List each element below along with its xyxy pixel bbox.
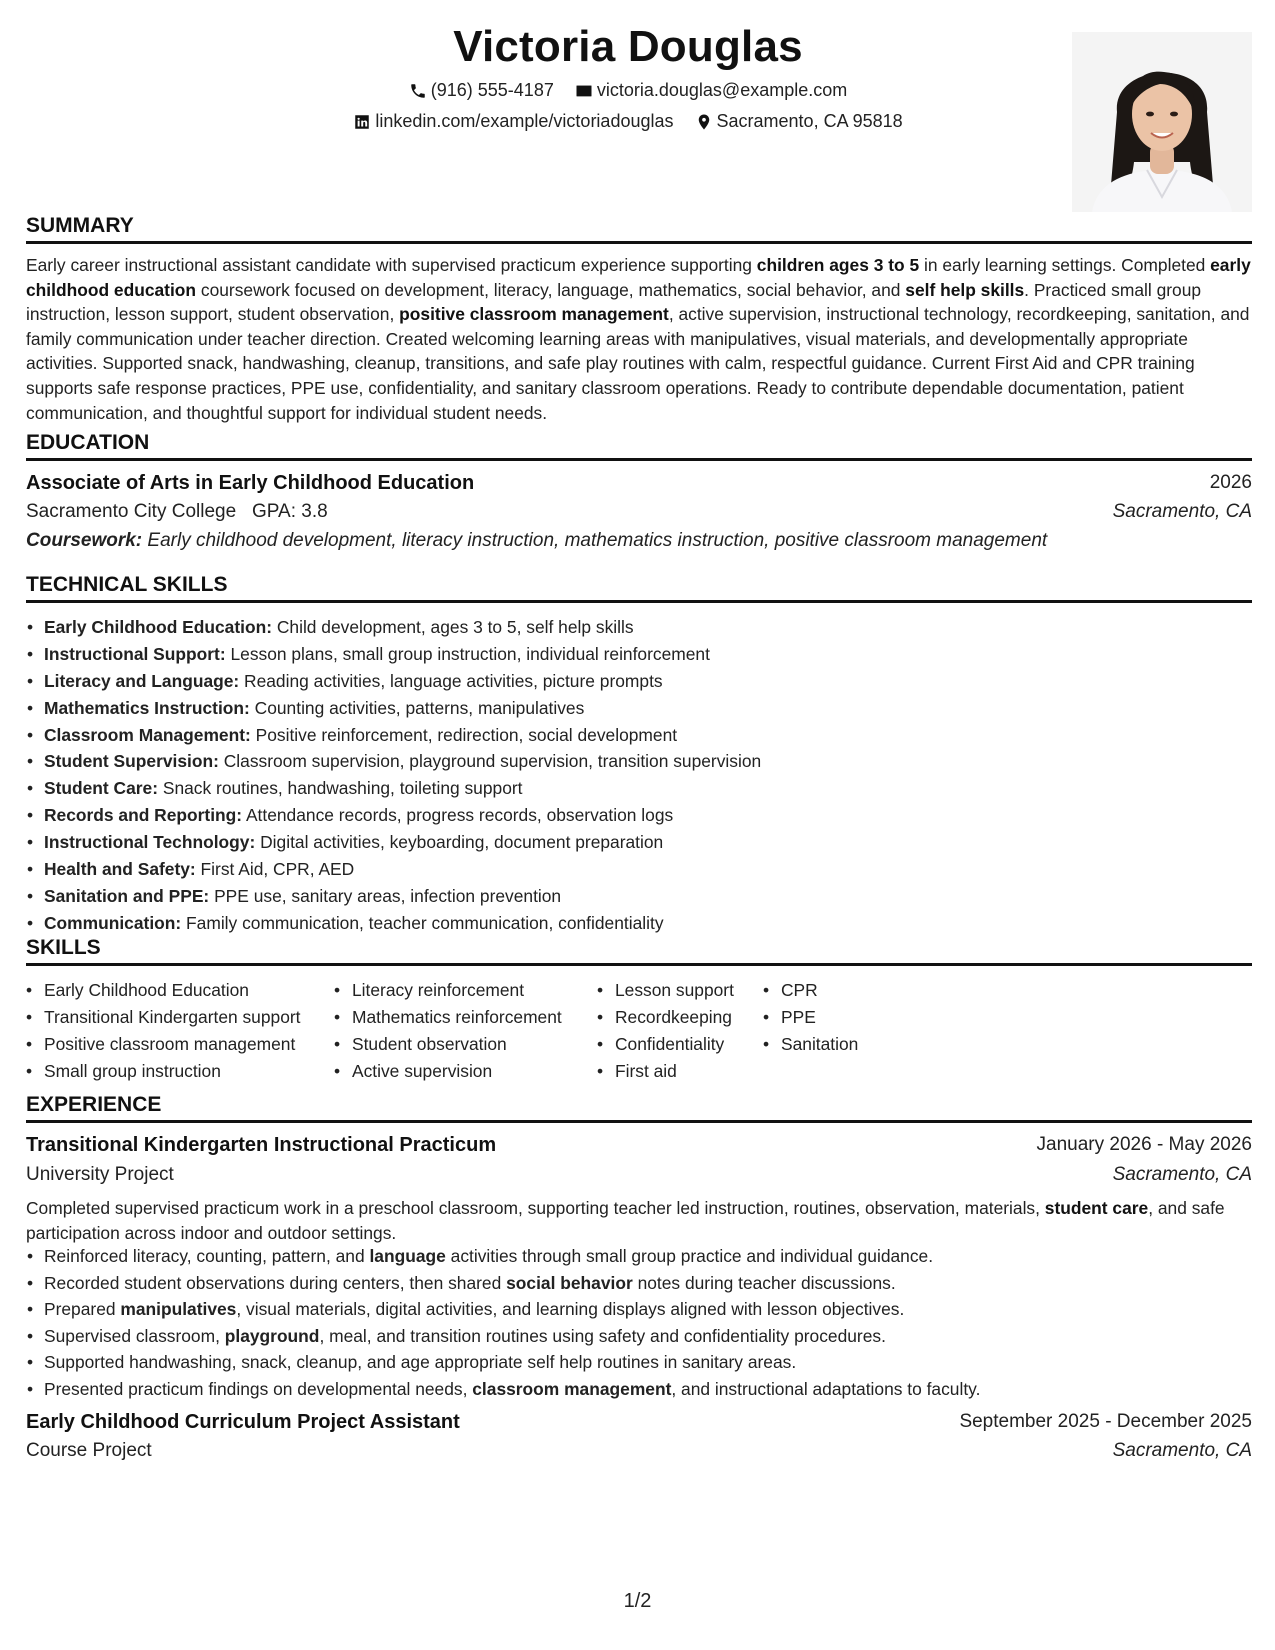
technical-skill-item xyxy=(44,695,1244,722)
skills-grid xyxy=(26,977,1252,1087)
technical-skill-value: Lesson plans, small group instruction, individual reinforcement xyxy=(225,643,710,664)
technical-skill-value: Snack routines, handwashing, toileting support xyxy=(158,778,523,799)
experience-bullet-emphasis: social behavior xyxy=(506,1272,633,1293)
technical-skills-list xyxy=(44,614,1244,937)
coursework-label: Coursework: xyxy=(26,530,143,551)
technical-skill-label: Instructional Technology: xyxy=(44,832,256,853)
technical-skill-label: Health and Safety: xyxy=(44,859,196,880)
education-school: Sacramento City College xyxy=(26,501,237,522)
experience-bullet-text: Supported handwashing, snack, cleanup, and age appropriate self help routines in sanitary areas. xyxy=(44,1352,797,1373)
experience-bullet-text: , meal, and transition routines using safety and confidentiality procedures. xyxy=(319,1325,886,1346)
experience-heading: EXPERIENCE xyxy=(26,1093,1252,1123)
technical-skill-label: Mathematics Instruction: xyxy=(44,697,250,718)
summary-heading: SUMMARY xyxy=(26,214,1252,244)
technical-skill-label: Literacy and Language: xyxy=(44,670,240,691)
skill-item: • Small group instruction xyxy=(26,1058,301,1085)
email-text[interactable]: victoria.douglas@example.com xyxy=(596,80,848,100)
experience-bullet-text: Recorded student observations during centers, then shared xyxy=(44,1272,507,1293)
summary-text xyxy=(26,253,1252,425)
education-location: Sacramento, CA xyxy=(1112,501,1252,522)
resume-header xyxy=(26,22,1252,218)
map-pin-icon xyxy=(695,113,713,131)
experience-2-dates: September 2025 - December 2025 xyxy=(959,1411,1252,1432)
experience-bullet-emphasis: language xyxy=(369,1246,446,1266)
experience-bullet-emphasis: playground xyxy=(224,1325,320,1346)
experience-1-description-text: , and safe participation across indoor and outdoor settings. xyxy=(26,1198,1225,1243)
experience-2-org: Course Project xyxy=(26,1440,152,1461)
skill-item: • Mathematics reinforcement xyxy=(334,1004,562,1031)
phone-text: (916) 555-4187 xyxy=(430,80,554,100)
summary-emphasis: early childhood education xyxy=(26,255,1251,300)
skills-column xyxy=(763,977,858,1058)
experience-bullet-text: notes during teacher discussions. xyxy=(632,1272,896,1293)
technical-skill-label: Sanitation and PPE: xyxy=(44,885,210,906)
summary-text: . Practiced small group instruction, lesson support, student observation, xyxy=(26,279,1202,325)
technical-skill-item xyxy=(44,802,1244,829)
candidate-name: Victoria Douglas xyxy=(453,22,803,71)
technical-skills-heading: TECHNICAL SKILLS xyxy=(26,573,1252,603)
experience-bullet-text: Reinforced literacy, counting, pattern, and xyxy=(44,1246,370,1266)
technical-skill-label: Communication: xyxy=(44,912,182,933)
linkedin-icon xyxy=(353,113,371,131)
summary-text: in early learning settings. Completed xyxy=(919,255,1211,275)
technical-skill-label: Student Supervision: xyxy=(44,751,219,772)
education-school-line xyxy=(26,501,328,523)
contact-linkedin[interactable] xyxy=(353,111,673,132)
technical-skill-label: Student Care: xyxy=(44,778,159,799)
experience-bullet-text: Supervised classroom, xyxy=(44,1325,225,1346)
experience-bullet xyxy=(44,1270,1244,1297)
summary-text: Early career instructional assistant candidate with supervised practicum experience supporting xyxy=(26,255,757,275)
technical-skill-value: Attendance records, progress records, observation logs xyxy=(242,805,674,826)
envelope-icon xyxy=(575,82,593,100)
skill-item: • Sanitation xyxy=(763,1031,858,1058)
education-coursework xyxy=(26,530,1047,552)
contact-row-1 xyxy=(26,80,1230,105)
experience-bullet xyxy=(44,1323,1244,1350)
skill-item: • Confidentiality xyxy=(597,1031,734,1058)
experience-bullet-emphasis: classroom management xyxy=(472,1378,672,1399)
technical-skill-label: Instructional Support: xyxy=(44,643,226,664)
technical-skill-item xyxy=(44,910,1244,937)
skill-item: • Early Childhood Education xyxy=(26,977,301,1004)
experience-bullet-text: , visual materials, digital activities, and learning displays aligned with lesson objectives. xyxy=(236,1299,905,1320)
experience-bullet xyxy=(44,1296,1244,1323)
technical-skill-item xyxy=(44,775,1244,802)
skill-item: • Active supervision xyxy=(334,1058,562,1085)
experience-bullet-text: , and instructional adaptations to faculty. xyxy=(671,1378,981,1399)
technical-skill-value: Positive reinforcement, redirection, social development xyxy=(250,724,678,745)
skills-column xyxy=(334,977,562,1085)
experience-2-location: Sacramento, CA xyxy=(1112,1440,1252,1461)
experience-1-location: Sacramento, CA xyxy=(1112,1164,1252,1185)
technical-skill-value: Child development, ages 3 to 5, self help skills xyxy=(272,617,634,637)
technical-skill-label: Records and Reporting: xyxy=(44,805,243,826)
skill-item: • Transitional Kindergarten support xyxy=(26,1004,301,1031)
summary-emphasis: positive classroom management xyxy=(399,304,669,325)
skill-item: • CPR xyxy=(763,977,858,1004)
skill-item: • Literacy reinforcement xyxy=(334,977,562,1004)
education-heading: EDUCATION xyxy=(26,431,1252,461)
contact-email[interactable] xyxy=(575,80,847,101)
experience-bullet xyxy=(44,1349,1244,1376)
contact-row-2 xyxy=(26,111,1230,136)
phone-icon xyxy=(409,82,427,100)
skills-column xyxy=(26,977,301,1085)
skill-item: • PPE xyxy=(763,1004,858,1031)
technical-skill-item xyxy=(44,856,1244,883)
education-gpa: GPA: 3.8 xyxy=(252,501,328,522)
page-number: 1/2 xyxy=(623,1590,652,1612)
technical-skill-value: Digital activities, keyboarding, document preparation xyxy=(255,832,664,853)
technical-skill-item xyxy=(44,722,1244,749)
summary-text: coursework focused on development, literacy, language, mathematics, social behavior, and xyxy=(196,279,906,300)
technical-skill-value: Counting activities, patterns, manipulatives xyxy=(249,697,585,718)
skill-item: • Lesson support xyxy=(597,977,734,1004)
skills-column xyxy=(597,977,734,1085)
experience-bullet-text: Presented practicum findings on developmental needs, xyxy=(44,1378,473,1399)
technical-skill-item xyxy=(44,668,1244,695)
experience-1-title: Transitional Kindergarten Instructional Practicum xyxy=(26,1134,497,1156)
technical-skill-value: First Aid, CPR, AED xyxy=(195,859,355,880)
education-degree: Associate of Arts in Early Childhood Education xyxy=(26,472,475,494)
technical-skill-value: Classroom supervision, playground supervision, transition supervision xyxy=(218,751,762,772)
technical-skill-value: Family communication, teacher communication, confidentiality xyxy=(181,912,664,933)
coursework-text: Early childhood development, literacy instruction, mathematics instruction, positive classroom management xyxy=(142,530,1048,551)
experience-bullet-text: activities through small group practice and individual guidance. xyxy=(445,1246,934,1266)
experience-bullet xyxy=(44,1243,1244,1270)
summary-emphasis: self help skills xyxy=(905,279,1025,300)
skills-heading: SKILLS xyxy=(26,936,1252,966)
education-year: 2026 xyxy=(1209,472,1252,493)
skill-item: • First aid xyxy=(597,1058,734,1085)
experience-2-title: Early Childhood Curriculum Project Assistant xyxy=(26,1411,460,1433)
technical-skill-value: Reading activities, language activities, picture prompts xyxy=(239,670,663,691)
technical-skill-item xyxy=(44,829,1244,856)
experience-1-bullets xyxy=(44,1243,1244,1403)
experience-1-description xyxy=(26,1196,1252,1245)
location-text: Sacramento, CA 95818 xyxy=(716,111,903,131)
summary-text: , active supervision, instructional technology, recordkeeping, sanitation, and family communication under teacher direction. Created welcoming learning areas with manipulatives, visual materials, and developmentally appropriate activities. Supported snack, handwashing, cleanup, transitions, and safe play routines with calm, respectful guidance. Current First Aid and CPR training supports safe response practices, PPE use, confidentiality, and sanitary classroom operations. Ready to contribute dependable documentation, patient communication, and thoughtful support for individual student needs. xyxy=(26,304,1250,423)
technical-skill-value: PPE use, sanitary areas, infection prevention xyxy=(209,885,562,906)
experience-bullet xyxy=(44,1376,1244,1403)
skill-item: • Positive classroom management xyxy=(26,1031,301,1058)
experience-bullet-emphasis: manipulatives xyxy=(120,1299,237,1320)
experience-bullet-text: Prepared xyxy=(44,1299,121,1320)
contact-location xyxy=(695,111,903,132)
experience-1-dates: January 2026 - May 2026 xyxy=(1036,1134,1252,1155)
technical-skill-item xyxy=(44,614,1244,641)
skill-item: • Recordkeeping xyxy=(597,1004,734,1031)
experience-1-org: University Project xyxy=(26,1164,174,1185)
experience-1-description-emphasis: student care xyxy=(1044,1198,1149,1218)
technical-skill-item xyxy=(44,748,1244,775)
technical-skill-label: Early Childhood Education: xyxy=(44,617,273,637)
linkedin-text[interactable]: linkedin.com/example/victoriadouglas xyxy=(375,111,674,131)
technical-skill-item xyxy=(44,883,1244,910)
summary-emphasis: children ages 3 to 5 xyxy=(756,255,920,275)
technical-skill-label: Classroom Management: xyxy=(44,724,251,745)
skill-item: • Student observation xyxy=(334,1031,562,1058)
profile-photo xyxy=(1072,32,1252,212)
contact-phone xyxy=(409,80,554,101)
experience-1-description-text: Completed supervised practicum work in a preschool classroom, supporting teacher led instruction, routines, observation, materials, xyxy=(26,1198,1045,1218)
technical-skill-item xyxy=(44,641,1244,668)
